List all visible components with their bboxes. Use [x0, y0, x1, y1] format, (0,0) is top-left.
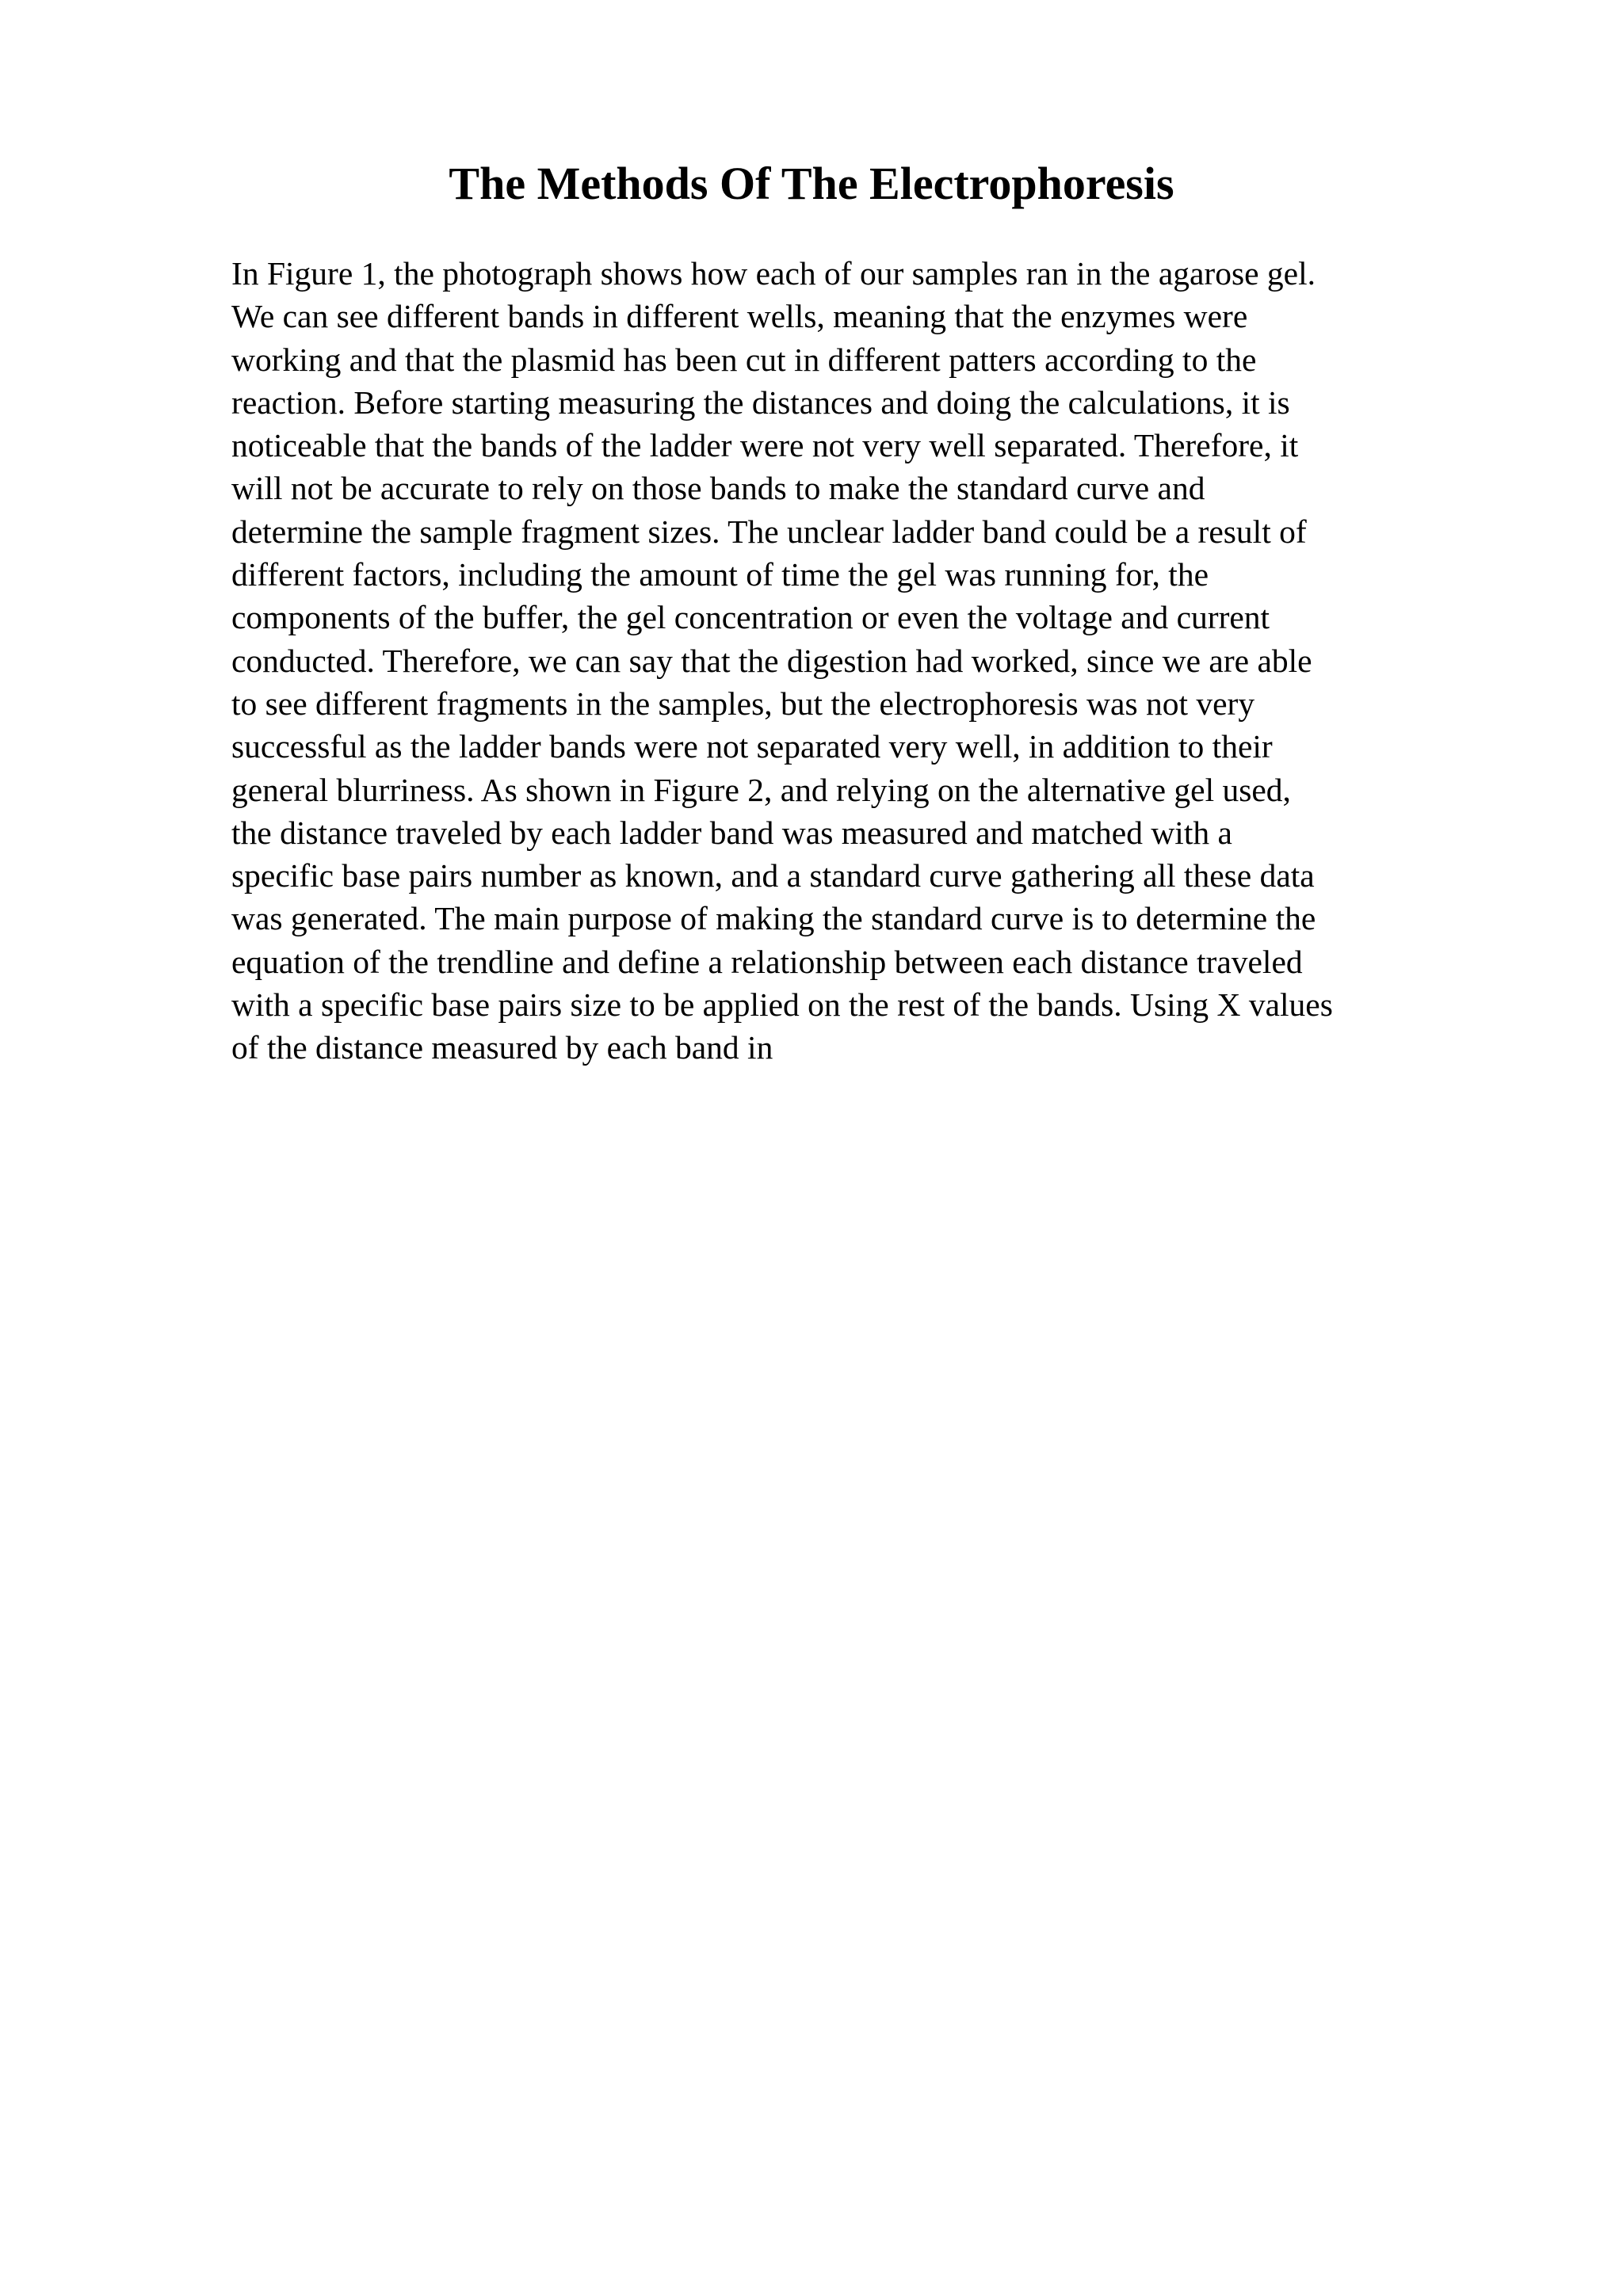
text-line: reaction. Before starting measuring the distances and doing the calculations, it is — [231, 383, 1290, 421]
text-line: of the distance measured by each band in — [231, 1029, 773, 1066]
text-line: working and that the plasmid has been cut in different patters according to the — [231, 341, 1257, 378]
text-line: noticeable that the bands of the ladder were not very well separated. Therefore, it — [231, 427, 1299, 464]
text-line: will not be accurate to rely on those bands to make the standard curve and — [231, 470, 1205, 507]
text-line: conducted. Therefore, we can say that the digestion had worked, since we are able — [231, 642, 1312, 679]
text-line: was generated. The main purpose of making the standard curve is to determine the — [231, 900, 1316, 937]
text-line: with a specific base pairs size to be applied on the rest of the bands. Using X values — [231, 986, 1333, 1024]
text-line: different factors, including the amount of time the gel was running for, the — [231, 556, 1209, 593]
text-line: to see different fragments in the samples, but the electrophoresis was not very — [231, 685, 1255, 722]
text-line: We can see different bands in different wells, meaning that the enzymes were — [231, 298, 1248, 335]
text-line: specific base pairs number as known, and a standard curve gathering all these data — [231, 857, 1315, 894]
text-line: equation of the trendline and define a relationship between each distance traveled — [231, 943, 1303, 980]
text-line: In Figure 1, the photograph shows how each of our samples ran in the agarose gel. — [231, 255, 1316, 292]
text-line: determine the sample fragment sizes. The unclear ladder band could be a result of — [231, 513, 1307, 550]
text-line: general blurriness. As shown in Figure 2, and relying on the alternative gel used, — [231, 771, 1291, 808]
text-line: components of the buffer, the gel concentration or even the voltage and current — [231, 599, 1270, 636]
page-title: The Methods Of The Electrophoresis — [449, 158, 1174, 209]
text-line: successful as the ladder bands were not separated very well, in addition to their — [231, 728, 1273, 765]
body-paragraph — [231, 252, 1499, 1070]
text-line: the distance traveled by each ladder band was measured and matched with a — [231, 814, 1232, 851]
